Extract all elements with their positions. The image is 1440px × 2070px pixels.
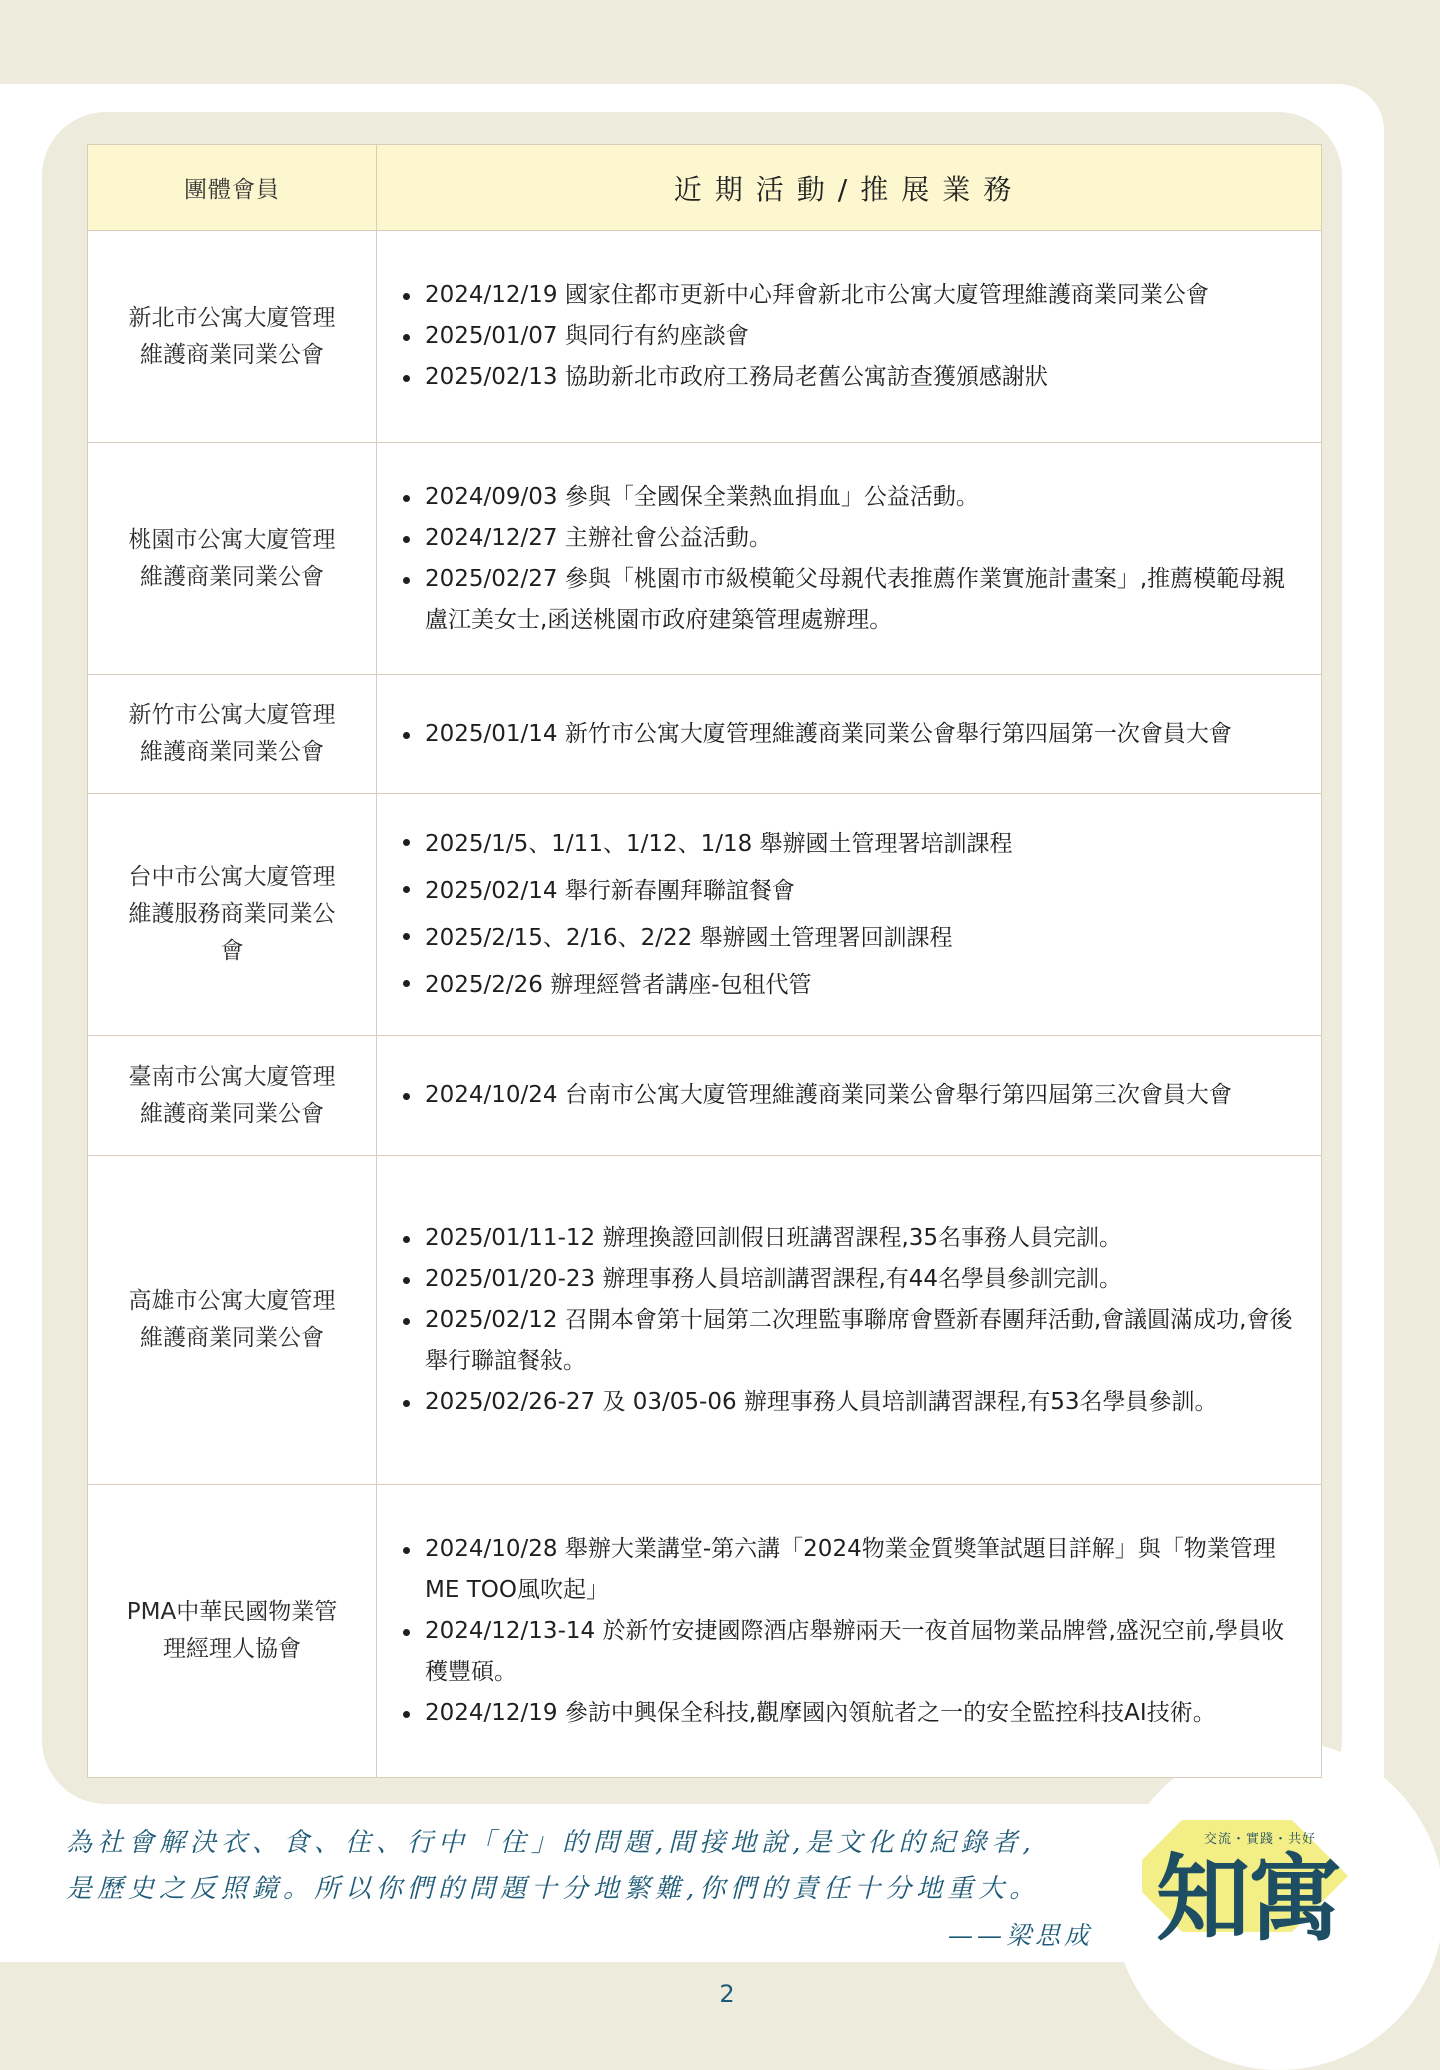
activities-cell bbox=[377, 443, 1322, 675]
member-name-cell bbox=[88, 1156, 377, 1485]
column-header-member: 團體會員 bbox=[88, 145, 377, 231]
quote-line-2: 是歷史之反照鏡。所以你們的問題十分地繁難,你們的責任十分地重大。 bbox=[66, 1874, 1041, 1904]
activity-item: 2024/10/24 台南市公寓大廈管理維護商業同業公會舉行第四屆第三次會員大會 bbox=[401, 1075, 1305, 1116]
member-activities-table bbox=[87, 144, 1322, 1778]
table-body bbox=[88, 231, 1322, 1778]
activities-cell bbox=[377, 1485, 1322, 1778]
member-name-cell bbox=[88, 1036, 377, 1156]
activities-cell bbox=[377, 1036, 1322, 1156]
member-name-cell bbox=[88, 794, 377, 1036]
member-name-line: 新北市公寓大廈管理 bbox=[128, 304, 336, 331]
quote-author: ——梁思成 bbox=[948, 1921, 1094, 1950]
activity-list bbox=[401, 1529, 1305, 1734]
activities-cell bbox=[377, 794, 1322, 1036]
member-name-line: 會 bbox=[220, 938, 244, 964]
table-row bbox=[88, 1156, 1322, 1485]
activity-item: 2024/12/19 國家住都市更新中心拜會新北市公寓大廈管理維護商業同業公會 bbox=[401, 275, 1305, 316]
member-name-line: PMA中華民國物業管 bbox=[126, 1599, 338, 1625]
activity-item: 2025/01/11-12 辦理換證回訓假日班講習課程,35名事務人員完訓。 bbox=[401, 1218, 1305, 1259]
member-name-line: 台中市公寓大廈管理 bbox=[128, 864, 336, 890]
member-name-cell bbox=[88, 1485, 377, 1778]
quote-line-1: 為社會解決衣、食、住、行中「住」的問題,間接地說,是文化的紀錄者, bbox=[66, 1828, 1036, 1858]
activities-cell bbox=[377, 675, 1322, 794]
table-header-row bbox=[88, 145, 1322, 231]
member-name-cell bbox=[88, 231, 377, 443]
activity-item: 2025/02/12 召開本會第十屆第二次理監事聯席會暨新春團拜活動,會議圓滿成功,會後舉行聯誼餐敍。 bbox=[401, 1300, 1305, 1382]
activity-list bbox=[401, 1075, 1305, 1116]
member-name-cell bbox=[88, 443, 377, 675]
activity-list bbox=[401, 275, 1305, 398]
member-name-line: 維護服務商業同業公 bbox=[128, 901, 336, 927]
activity-item: 2025/1/5、1/11、1/12、1/18 舉辦國土管理署培訓課程 bbox=[401, 821, 1305, 868]
activity-item: 2025/02/27 參與「桃園市市級模範父母親代表推薦作業實施計畫案」,推薦模範母親盧江美女士,函送桃園市政府建築管理處辦理。 bbox=[401, 559, 1305, 641]
member-name-line: 維護商業同業公會 bbox=[140, 739, 324, 765]
logo-tagline: 交流・實踐・共好 bbox=[1203, 1832, 1316, 1847]
activity-list bbox=[401, 714, 1305, 755]
table-row bbox=[88, 1036, 1322, 1156]
activity-item: 2025/01/07 與同行有約座談會 bbox=[401, 316, 1305, 357]
activity-item: 2025/01/20-23 辦理事務人員培訓講習課程,有44名學員參訓完訓。 bbox=[401, 1259, 1305, 1300]
table-row bbox=[88, 443, 1322, 675]
table-row bbox=[88, 1485, 1322, 1778]
activity-item: 2025/2/26 辦理經營者講座-包租代管 bbox=[401, 962, 1305, 1009]
activity-item: 2024/12/19 參訪中興保全科技,觀摩國內領航者之一的安全監控科技AI技術。 bbox=[401, 1693, 1305, 1734]
member-name-line: 高雄市公寓大廈管理 bbox=[128, 1288, 336, 1314]
member-name-line: 新竹市公寓大廈管理 bbox=[128, 702, 336, 728]
activity-item: 2024/12/27 主辦社會公益活動。 bbox=[401, 518, 1305, 559]
member-name-line: 維護商業同業公會 bbox=[140, 1100, 324, 1127]
activity-item: 2025/2/15、2/16、2/22 舉辦國土管理署回訓課程 bbox=[401, 915, 1305, 962]
activity-item: 2025/02/13 協助新北市政府工務局老舊公寓訪查獲頒感謝狀 bbox=[401, 357, 1305, 398]
column-header-activities: 近期活動/推展業務 bbox=[377, 145, 1322, 231]
member-name-line: 維護商業同業公會 bbox=[140, 563, 324, 590]
member-name-line: 桃園市公寓大廈管理 bbox=[128, 526, 336, 553]
activity-list bbox=[401, 1218, 1305, 1423]
activity-item: 2025/01/14 新竹市公寓大廈管理維護商業同業公會舉行第四屆第一次會員大會 bbox=[401, 714, 1305, 755]
table-row bbox=[88, 794, 1322, 1036]
zhiyu-logo bbox=[1142, 1816, 1348, 1966]
table-row bbox=[88, 231, 1322, 443]
activity-item: 2025/02/26-27 及 03/05-06 辦理事務人員培訓講習課程,有53名學員參訓。 bbox=[401, 1382, 1305, 1423]
member-name-line: 臺南市公寓大廈管理 bbox=[128, 1063, 336, 1090]
activity-list bbox=[401, 477, 1305, 641]
activity-item: 2024/10/28 舉辦大業講堂-第六講「2024物業金質獎筆試題目詳解」與「物業管理ME TOO風吹起」 bbox=[401, 1529, 1305, 1611]
member-name-cell bbox=[88, 675, 377, 794]
activity-list bbox=[401, 821, 1305, 1009]
member-name-line: 理經理人協會 bbox=[163, 1636, 301, 1662]
activity-item: 2024/09/03 參與「全國保全業熱血捐血」公益活動。 bbox=[401, 477, 1305, 518]
member-name-line: 維護商業同業公會 bbox=[140, 341, 324, 368]
activity-item: 2024/12/13-14 於新竹安捷國際酒店舉辦兩天一夜首屆物業品牌營,盛況空前,學員收穫豐碩。 bbox=[401, 1611, 1305, 1693]
activity-item: 2025/02/14 舉行新春團拜聯誼餐會 bbox=[401, 868, 1305, 915]
activities-cell bbox=[377, 1156, 1322, 1485]
page-number: 2 bbox=[719, 1980, 735, 2008]
logo-wordmark: 知寓 bbox=[1155, 1845, 1340, 1954]
member-name-line: 維護商業同業公會 bbox=[140, 1325, 324, 1351]
activities-cell bbox=[377, 231, 1322, 443]
table-row bbox=[88, 675, 1322, 794]
